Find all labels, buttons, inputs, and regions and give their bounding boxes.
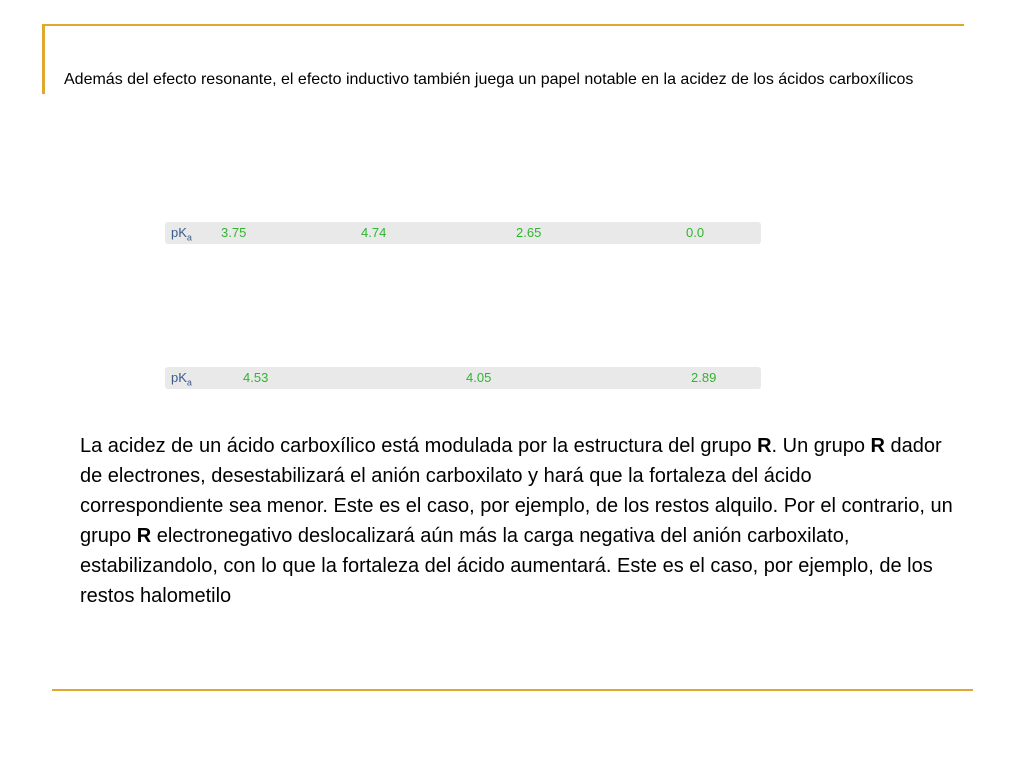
body-r-group-2: R [870,435,885,457]
slide-heading: Además del efecto resonante, el efecto inductivo también juega un papel notable en la acidez de los ácidos carboxílicos [64,71,914,88]
pka-value-2-chlorobutanoic: 2.89 [691,370,717,385]
pka-label [171,371,192,390]
accent-bar-bottom [52,689,973,691]
accent-bar-vertical [42,24,45,94]
body-paragraph [80,431,960,611]
pka-value-3-chlorobutanoic: 4.05 [466,370,492,385]
body-text-part-1: La acidez de un ácido carboxílico está modulada por la estructura del grupo [80,435,758,457]
pka-value-acetic: 4.74 [361,225,387,240]
body-r-group-3: R [136,525,152,547]
pka-table-1 [165,222,761,244]
pka-label-main: pK [171,225,187,240]
accent-bar-top [42,24,964,26]
pka-table-2 [165,367,761,389]
body-r-group-1: R [757,435,772,457]
pka-label-sub: a [186,377,192,388]
pka-value-formic: 3.75 [221,225,247,240]
body-text-part-3: dador de electrones, desestabilizará el anión carboxilato y hará que la fortaleza del ácido correspondiente sea menor. Este es el caso, por ejemplo, de los restos alquilo. Por el contrario, un grupo [80,435,953,547]
pka-value-4-chlorobutanoic: 4.53 [243,370,269,385]
pka-value-trifluoroacetic: 0.0 [686,225,705,240]
pka-label [171,226,192,245]
pka-label-main: pK [171,370,187,385]
body-text-part-4: electronegativo deslocalizará aún más la carga negativa del anión carboxilato, estabilizandolo, con lo que la fortaleza del ácido aumentará. Este es el caso, por ejemplo, de los restos halometilo [80,525,933,607]
pka-value-fluoroacetic: 2.65 [516,225,542,240]
body-text-part-2: . Un grupo [771,435,871,457]
pka-label-sub: a [186,232,192,243]
